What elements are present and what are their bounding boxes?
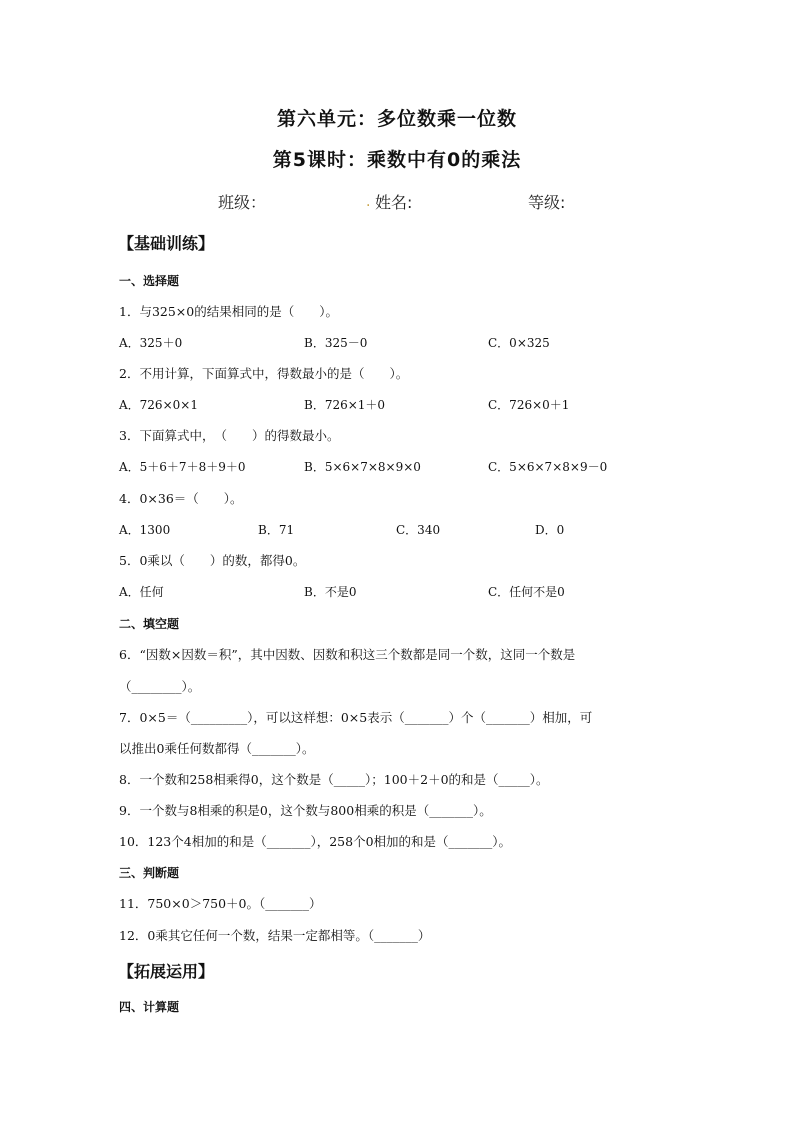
- question-3: 3．下面算式中， （ ）的得数最小。: [119, 428, 340, 443]
- question-10: 10．123个4相加的和是（_______），258个0相加的和是（_______）。: [119, 834, 512, 849]
- subsection-calculation: 四、计算题: [119, 1000, 180, 1014]
- question-4-option-b: B．71: [258, 523, 295, 537]
- subsection-true-false: 三、判断题: [119, 866, 180, 880]
- lesson-subtitle: 第5课时：乘数中有0的乘法: [272, 149, 522, 171]
- grade-label: 等级:: [528, 193, 566, 212]
- page-title: 第六单元：多位数乘一位数: [276, 108, 517, 130]
- section-extended-application: 【拓展运用】: [118, 962, 215, 981]
- question-7-line-2: 以推出0乘任何数都得（_______）。: [119, 741, 315, 756]
- question-5-option-a: A．任何: [119, 585, 164, 599]
- question-5-option-b: B．不是0: [304, 585, 357, 599]
- question-11: 11．750×0＞750＋0。（_______）: [119, 896, 322, 911]
- question-5: 5．0乘以（ ）的数，都得0。: [119, 553, 306, 568]
- question-7-line-1: 7．0×5＝（_________），可以这样想：0×5表示（_______）个（_______）相加，可: [119, 710, 593, 725]
- question-3-option-a: A．5＋6＋7＋8＋9＋0: [119, 460, 246, 474]
- question-1: 1．与325×0的结果相同的是（ ）。: [119, 304, 338, 319]
- subsection-multiple-choice: 一、选择题: [119, 274, 180, 288]
- question-2-option-b: B．726×1＋0: [304, 398, 386, 412]
- question-4: 4．0×36＝（ ）。: [119, 491, 243, 506]
- question-8: 8．一个数和258相乘得0，这个数是（_____）；100＋2＋0的和是（_____）。: [119, 772, 549, 787]
- question-2-option-a: A．726×0×1: [119, 398, 198, 412]
- question-6-line-1: 6．“因数×因数＝积”，其中因数、因数和积这三个数都是同一个数，这同一个数是: [119, 647, 576, 662]
- question-1-option-a: A．325＋0: [119, 336, 183, 350]
- question-6-line-2: （________）。: [119, 679, 201, 694]
- question-9: 9．一个数与8相乘的积是0，这个数与800相乘的积是（_______）。: [119, 803, 492, 818]
- question-1-option-c: C．0×325: [488, 336, 550, 350]
- question-5-option-c: C．任何不是0: [488, 585, 565, 599]
- question-3-option-b: B．5×6×7×8×9×0: [304, 460, 421, 474]
- question-4-option-d: D．0: [535, 523, 565, 537]
- question-4-option-a: A．1300: [119, 523, 171, 537]
- name-label: 姓名:: [375, 193, 413, 212]
- question-2: 2．不用计算，下面算式中，得数最小的是（ ）。: [119, 366, 409, 381]
- question-4-option-c: C．340: [396, 523, 441, 537]
- question-2-option-c: C．726×0＋1: [488, 398, 570, 412]
- class-label: 班级：: [218, 193, 267, 212]
- section-basic-training: 【基础训练】: [118, 234, 215, 253]
- subsection-fill-in: 二、填空题: [119, 617, 180, 631]
- question-12: 12．0乘其它任何一个数，结果一定都相等。（_______）: [119, 928, 431, 943]
- question-3-option-c: C．5×6×7×8×9－0: [488, 460, 608, 474]
- stray-dot: .: [366, 194, 371, 210]
- question-1-option-b: B．325－0: [304, 336, 368, 350]
